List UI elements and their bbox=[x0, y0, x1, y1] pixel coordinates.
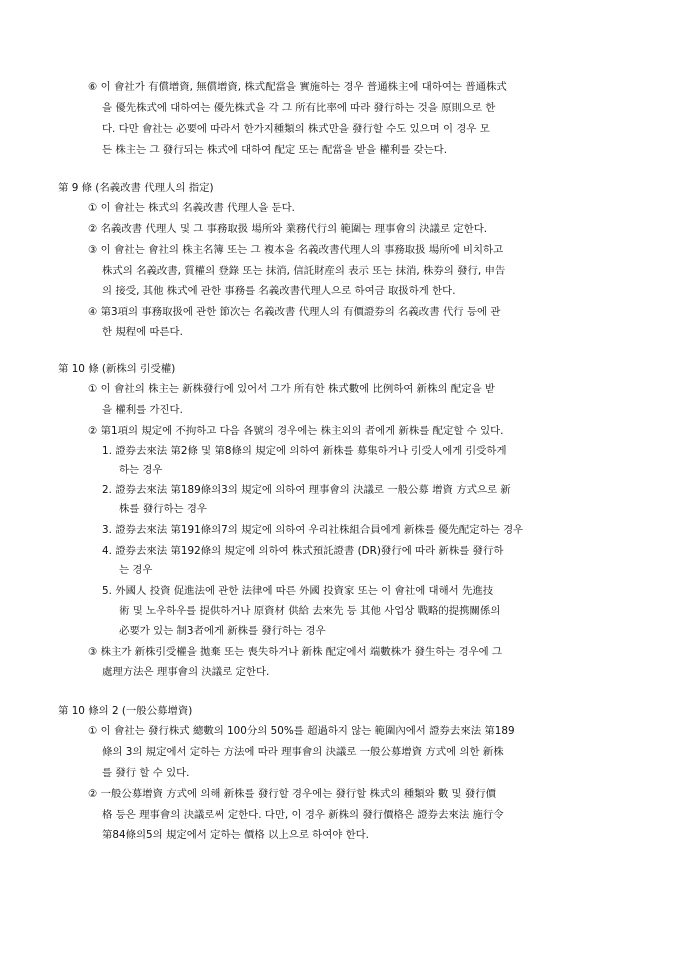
art10-line-8: 3. 證券去來法 第191條의7의 規定에 의하여 우리社株組合員에게 新株를 優先配定하는 경우 bbox=[102, 524, 524, 536]
art10-2-line-2: 條의 3의 規定에서 定하는 方法에 따라 理事會의 決議로 一般公募增資 方式에 의한 新株 bbox=[102, 746, 504, 758]
art10-line-11: 5. 外國人 投資 促進法에 관한 法律에 따른 外國 投資家 또는 이 會社에 대해서 先進技 bbox=[102, 585, 494, 597]
art8-para6-line-4: 든 株主는 그 發行되는 株式에 대하여 配定 또는 配當을 받을 權利를 갖는다. bbox=[102, 144, 447, 156]
art10-line-12: 術 및 노우하우를 提供하거나 原資材 供給 去來先 등 其他 사업상 戰略的提携關係의 bbox=[119, 605, 501, 617]
art9-line-6: ④ 第3項의 事務取扱에 관한 節次는 名義改書 代理人의 有價證券의 名義改書 代行 등에 관 bbox=[88, 306, 501, 318]
art10-line-2: 을 權利를 가진다. bbox=[102, 404, 183, 416]
art10-2-line-5: 格 등은 理事會의 決議로써 定한다. 다만, 이 경우 新株의 發行價格은 證券去來法 施行令 bbox=[102, 809, 504, 821]
art10-line-4: 1. 證券去來法 第2條 및 第8條의 規定에 의하여 新株를 募集하거나 引受人에게 引受하게 bbox=[102, 445, 507, 457]
art9-line-7: 한 規程에 따른다. bbox=[102, 326, 183, 338]
art8-para6-line-2: 을 優先株式에 대하여는 優先株式을 각 그 所有比率에 따라 發行하는 것을 原則으로 한 bbox=[102, 102, 496, 114]
art10-2-line-1: ① 이 會社는 發行株式 總數의 100分의 50%를 超過하지 않는 範圍內에서 證券去來法 第189 bbox=[88, 725, 515, 737]
art8-para6-line-1: ⑥ 이 會社가 有償增資, 無償增資, 株式配當을 實施하는 경우 普通株主에 대하여는 普通株式 bbox=[88, 81, 507, 93]
art9-line-2: ② 名義改書 代理人 및 그 事務取扱 場所와 業務代行의 範圍는 理事會의 決議로 定한다. bbox=[88, 223, 488, 235]
art10-line-15: 處理方法은 理事會의 決議로 定한다. bbox=[102, 666, 270, 678]
art10-line-3: ② 第1項의 規定에 不拘하고 다음 各號의 경우에는 株主외의 者에게 新株를 配定할 수 있다. bbox=[88, 425, 504, 437]
art10-line-5: 하는 경우 bbox=[119, 464, 163, 476]
art10-2-line-3: 를 發行 할 수 있다. bbox=[102, 767, 190, 779]
art10-line-1: ① 이 會社의 株主는 新株發行에 있어서 그가 所有한 株式數에 比例하여 新株의 配定을 받 bbox=[88, 383, 495, 395]
art10-title: 第 10 條 (新株의 引受權) bbox=[58, 363, 176, 375]
art10-line-10: 는 경우 bbox=[119, 564, 153, 576]
art8-para6-line-3: 다. 다만 會社는 必要에 따라서 한가지種類의 株式만을 發行할 수도 있으며 이 경우 모 bbox=[102, 123, 490, 135]
art10-line-14: ③ 株主가 新株引受權을 拋棄 또는 喪失하거나 新株 配定에서 端數株가 發生하는 경우에 그 bbox=[88, 646, 503, 658]
art10-2-line-6: 第84條의5의 規定에서 定하는 價格 以上으로 하여야 한다. bbox=[102, 829, 369, 841]
art10-2-line-4: ② 一般公募增資 方式에 의해 新株를 發行할 경우에는 發行할 株式의 種類와 數 및 發行價 bbox=[88, 788, 497, 800]
art10-line-13: 必要가 있는 制3者에게 新株를 發行하는 경우 bbox=[119, 625, 326, 637]
art9-line-1: ① 이 會社는 株式의 名義改書 代理人을 둔다. bbox=[88, 202, 295, 214]
art9-title: 第 9 條 (名義改書 代理人의 指定) bbox=[58, 182, 214, 194]
art10-line-9: 4. 證券去來法 第192條의 規定에 의하여 株式預託證書 (DR)發行에 따라 新株를 發行하 bbox=[102, 545, 504, 557]
art9-line-4: 株式의 名義改書, 質權의 登錄 또는 抹消, 信託財産의 表示 또는 抹消, 株券의 發行, 申告 bbox=[102, 265, 506, 277]
art10-line-6: 2. 證券去來法 第189條의3의 規定에 의하여 理事會의 決議로 一般公募 增資 方式으로 新 bbox=[102, 484, 511, 496]
art9-line-3: ③ 이 會社는 會社의 株主名簿 또는 그 複本을 名義改書代理人의 事務取扱 場所에 비치하고 bbox=[88, 244, 504, 256]
art10-2-title: 第 10 條의 2 (一般公募增資) bbox=[58, 705, 193, 717]
art9-line-5: 의 接受, 其他 株式에 관한 事務를 名義改書代理人으로 하여금 取扱하게 한다. bbox=[102, 285, 456, 297]
art10-line-7: 株를 發行하는 경우 bbox=[119, 503, 207, 515]
